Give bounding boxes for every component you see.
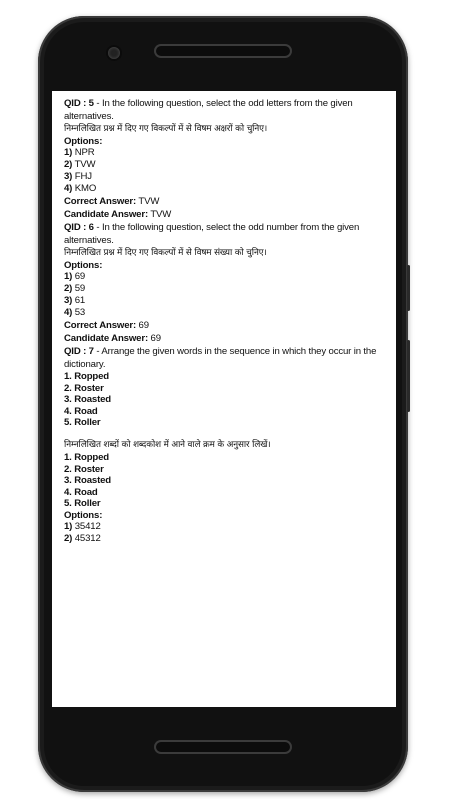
option-1[interactable] (64, 521, 386, 533)
option-text: NPR (74, 147, 95, 158)
option-number: 3) (64, 295, 73, 306)
option-text: 45312 (74, 532, 101, 544)
candidate-answer-value: 69 (150, 333, 161, 344)
candidate-answer (64, 332, 386, 345)
correct-answer-label: Correct Answer: (64, 196, 137, 207)
option-number: 4) (64, 183, 73, 194)
questions-list (52, 91, 396, 545)
option-2[interactable] (64, 159, 386, 171)
option-number: 1) (64, 271, 73, 282)
option-text: 69 (74, 271, 86, 282)
question-text (64, 345, 386, 371)
option-3[interactable] (64, 295, 386, 307)
options-label: Options: (64, 136, 103, 147)
screen[interactable] (52, 91, 396, 707)
word-list-hindi (64, 452, 386, 510)
option-text: KMO (74, 183, 97, 194)
front-camera-icon (108, 47, 120, 59)
correct-answer-value: 69 (138, 320, 149, 331)
candidate-answer-label: Candidate Answer: (64, 209, 148, 220)
correct-answer (64, 195, 386, 208)
option-number: 1) (64, 520, 73, 532)
question-statement: - In the following question, select the odd number from the given alternatives. (64, 222, 360, 246)
option-text: 53 (74, 307, 86, 318)
option-3[interactable] (64, 171, 386, 183)
volume-button[interactable] (407, 340, 410, 412)
option-number: 2) (64, 283, 73, 294)
word-list (64, 371, 386, 429)
option-1[interactable] (64, 147, 386, 159)
option-number: 2) (64, 159, 73, 170)
option-4[interactable] (64, 183, 386, 195)
top-speaker (156, 46, 290, 56)
correct-answer-label: Correct Answer: (64, 320, 137, 331)
correct-answer (64, 319, 386, 332)
options-label: Options: (64, 260, 103, 271)
question-statement: - In the following question, select the odd letters from the given alternatives. (64, 98, 353, 122)
question-text (64, 221, 386, 247)
candidate-answer-label: Candidate Answer: (64, 333, 148, 344)
question-hindi: निम्नलिखित शब्दों को शब्दकोश में आने वाले क्रम के अनुसार लिखें। (64, 439, 271, 450)
option-text: FHJ (74, 171, 92, 182)
question-5 (64, 97, 386, 221)
option-text: 61 (74, 295, 86, 306)
correct-answer-value: TVW (138, 196, 160, 207)
power-button[interactable] (407, 265, 410, 311)
question-hindi: निम्नलिखित प्रश्न में दिए गए विकल्पों में से विषम अक्षरों को चुनिए। (64, 124, 268, 134)
word-item: 4. Road (64, 486, 98, 498)
option-4[interactable] (64, 307, 386, 319)
question-hindi: निम्नलिखित प्रश्न में दिए गए विकल्पों में से विषम संख्या को चुनिए। (64, 248, 267, 258)
candidate-answer (64, 208, 386, 221)
option-number: 2) (64, 532, 73, 544)
option-2[interactable] (64, 533, 386, 545)
option-number: 3) (64, 171, 73, 182)
word-item: 4. Road (64, 405, 98, 417)
option-1[interactable] (64, 271, 386, 283)
word-item: 2. Roster (64, 463, 104, 475)
qid-label: QID : 5 (64, 98, 94, 109)
word-item: 1. Ropped (64, 371, 110, 382)
qid-label: QID : 7 (64, 346, 94, 357)
qid-label: QID : 6 (64, 222, 94, 233)
option-text: TVW (74, 159, 96, 170)
option-number: 1) (64, 147, 73, 158)
word-item: 3. Roasted (64, 394, 112, 406)
question-statement: - Arrange the given words in the sequence in which they occur in the dictionary. (64, 346, 377, 370)
option-text: 59 (74, 283, 86, 294)
option-number: 4) (64, 307, 73, 318)
word-item: 2. Roster (64, 382, 104, 394)
question-7 (64, 345, 386, 545)
question-text (64, 97, 386, 123)
option-2[interactable] (64, 283, 386, 295)
options-label: Options: (64, 509, 103, 521)
candidate-answer-value: TVW (150, 209, 172, 220)
option-text: 35412 (74, 520, 101, 532)
word-item: 3. Roasted (64, 475, 112, 487)
word-item: 1. Ropped (64, 451, 110, 463)
bottom-speaker (156, 742, 290, 752)
word-item: 5. Roller (64, 498, 101, 510)
question-6 (64, 221, 386, 345)
word-item: 5. Roller (64, 417, 101, 429)
